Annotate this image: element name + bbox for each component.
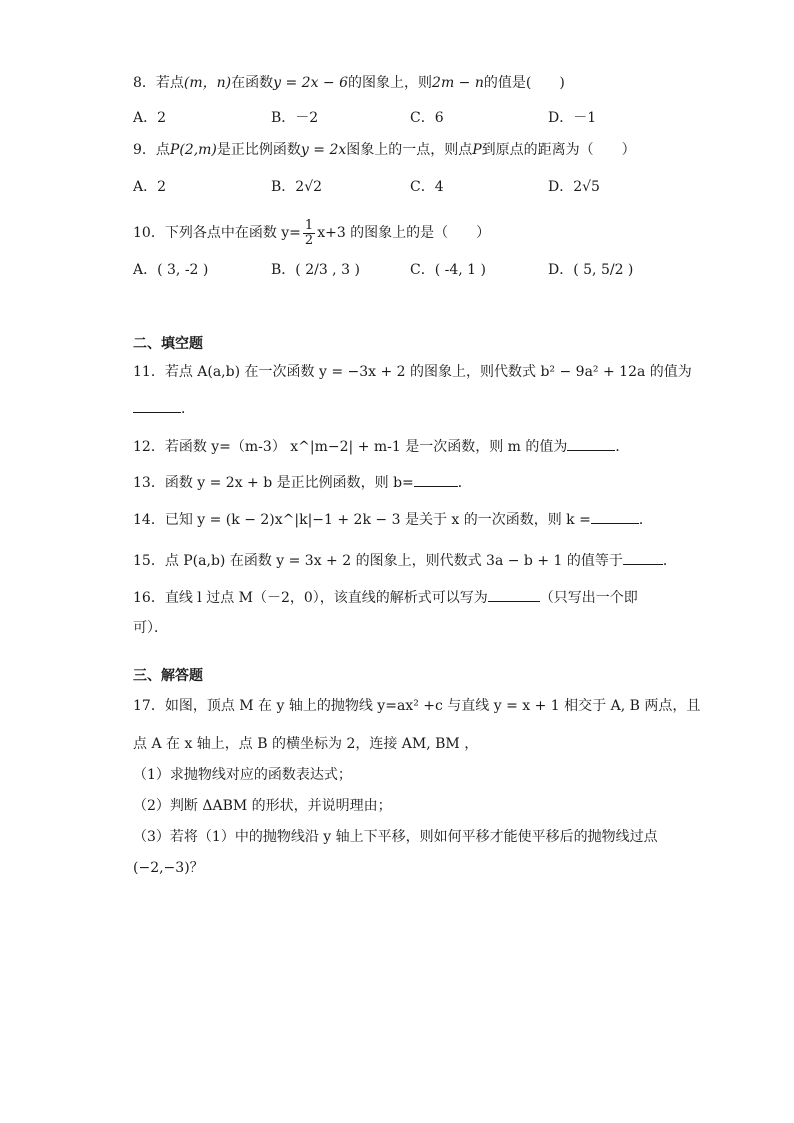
question-17-sub3-line1: （3）若将（1）中的抛物线沿 y 轴上下平移，则如何平移才能使平移后的抛物线过点 [133, 829, 658, 845]
q13-answer-blank[interactable] [414, 472, 458, 487]
q10-fraction [303, 219, 315, 248]
section-solve-heading: 三、解答题 [133, 668, 203, 684]
q10-fraction-denominator: 2 [304, 232, 314, 248]
q10-text-a: 10．下列各点中在函数 y= [133, 225, 301, 241]
q9-function: y = 2x [300, 142, 347, 158]
question-11-line1: 11．若点 A(a,b) 在一次函数 y = −3x + 2 的图象上，则代数式 b² − 9a² + 12a 的值为 [133, 364, 692, 380]
q12-text: 12．若函数 y=（m-3） x^|m−2| + m-1 是一次函数，则 m 的值为 [133, 439, 568, 455]
question-17-sub1: （1）求抛物线对应的函数表达式； [133, 767, 352, 783]
question-11-line2 [133, 398, 195, 420]
q9-point-p: P [472, 142, 482, 158]
q14-text: 14．已知 y = (k − 2)x^|k|−1 + 2k − 3 是关于 x 的一次函数，则 k = [133, 512, 591, 528]
q9-text-b: 是正比例函数 [216, 142, 301, 158]
question-10-stem [133, 216, 490, 250]
q12-answer-blank[interactable] [567, 436, 615, 451]
q9-option-d: D．2√5 [548, 179, 600, 195]
q16-answer-blank[interactable] [488, 587, 540, 602]
q15-answer-blank[interactable] [623, 550, 663, 565]
q8-point: (m，n) [183, 75, 232, 91]
q10-option-a: A．( 3, -2 ) [133, 262, 209, 278]
q10-option-c: C．( -4, 1 ) [410, 262, 486, 278]
q13-period: ． [457, 475, 472, 491]
question-17-sub2: （2）判断 ΔABM 的形状，并说明理由； [133, 798, 392, 814]
q9-text-a: 9．点 [133, 142, 170, 158]
q10-option-d: D．( 5, 5/2 ) [548, 262, 634, 278]
q12-period: ． [615, 439, 630, 455]
question-17-sub3-line2: (−2,−3)？ [133, 860, 204, 876]
q13-text: 13．函数 y = 2x + b 是正比例函数，则 b= [133, 475, 414, 491]
q10-fraction-numerator: 1 [304, 217, 314, 233]
q8-expression: 2m − n [432, 75, 484, 91]
q9-text-c: 图象上的一点，则点 [346, 142, 473, 158]
q11-period: ． [181, 401, 195, 417]
question-8-stem [133, 73, 565, 95]
q14-answer-blank[interactable] [591, 509, 639, 524]
q15-text: 15．点 P(a,b) 在函数 y = 3x + 2 的图象上，则代数式 3a − b + 1 的值等于 [133, 553, 623, 569]
question-15 [133, 550, 677, 572]
q11-answer-blank[interactable] [133, 398, 181, 413]
q9-option-c: C．4 [410, 179, 444, 195]
q8-text-c: 的图象上，则 [348, 75, 433, 91]
q10-option-b: B．( 2/3 , 3 ) [271, 262, 360, 278]
q9-text-d: 到原点的距离为（ ） [481, 142, 636, 158]
q9-option-b: B．2√2 [271, 179, 323, 195]
q8-text-d: 的值是( ) [483, 75, 565, 91]
question-17-line1: 17．如图，顶点 M 在 y 轴上的抛物线 y=ax² +c 与直线 y = x + 1 相交于 A, B 两点，且 [133, 698, 701, 714]
q16-text-b: （只写出一个即 [539, 590, 638, 606]
q16-text-a: 16．直线 l 过点 M（－2，0），该直线的解析式可以写为 [133, 590, 488, 606]
question-16-line1 [133, 587, 638, 609]
q8-text-b: 在函数 [231, 75, 274, 91]
q14-period: ． [638, 512, 653, 528]
q9-option-a: A．2 [133, 179, 167, 195]
q8-option-a: A．2 [133, 110, 167, 126]
q10-text-b: x+3 的图象上的是（ ） [317, 225, 491, 241]
question-16-line2: 可）． [133, 620, 168, 636]
section-fill-in-heading: 二、填空题 [133, 336, 203, 352]
question-12 [133, 436, 629, 458]
q8-text-a: 8．若点 [133, 75, 184, 91]
q8-function: y = 2x − 6 [273, 75, 349, 91]
q8-option-c: C．6 [410, 110, 444, 126]
q8-option-d: D．－1 [548, 110, 597, 126]
question-13 [133, 472, 472, 494]
question-9-stem [133, 140, 636, 162]
question-17-line2: 点 A 在 x 轴上，点 B 的横坐标为 2，连接 AM, BM ， [133, 736, 479, 752]
question-14 [133, 509, 653, 531]
q15-period: ． [662, 553, 677, 569]
q8-option-b: B．－2 [271, 110, 319, 126]
q9-point: P(2,m) [169, 142, 217, 158]
